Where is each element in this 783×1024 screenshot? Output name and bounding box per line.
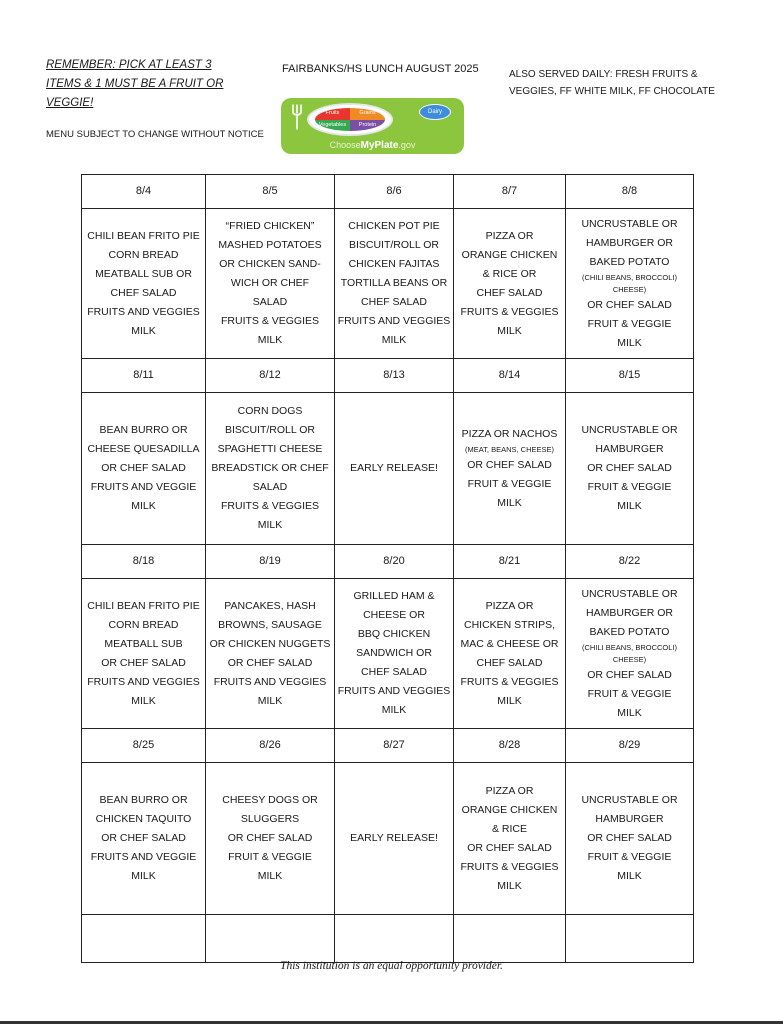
menu-item: FRUIT & VEGGIE [587, 317, 672, 330]
menu-item: MILK [497, 694, 522, 707]
day-menu-cell [335, 763, 454, 915]
date-row [82, 545, 694, 579]
reminder-note: REMEMBER: PICK AT LEAST 3 ITEMS & 1 MUST BE A FRUIT OR VEGGIE! [46, 59, 224, 109]
also-served-note: ALSO SERVED DAILY: FRESH FRUITS & VEGGIES, FF WHITE MILK, FF CHOCOLATE [509, 69, 715, 97]
date-cell: 8/28 [454, 729, 566, 763]
fork-icon [291, 104, 303, 130]
menu-item: MILK [617, 336, 642, 349]
menu-item: MILK [257, 694, 283, 707]
day-menu-cell [454, 209, 566, 359]
menu-item: MEATBALL SUB [104, 637, 183, 650]
menu-item: MILK [497, 324, 522, 337]
menu-item: FRUIT & VEGGIE [228, 851, 312, 863]
date-cell: 8/11 [82, 359, 206, 393]
equal-opportunity-footer: This institution is an equal opportunity provider. [280, 960, 503, 972]
blank-cell [566, 915, 694, 963]
menu-item: CORN BREAD [108, 248, 179, 261]
plate-protein: Protein [350, 120, 385, 132]
menu-item: BBQ CHICKEN [357, 628, 431, 640]
menu-item: CHICKEN POT PIE [348, 220, 440, 232]
menu-item: OR CHICKEN NUGGETS [209, 637, 331, 650]
menu-item: FRUIT & VEGGIE [587, 851, 672, 863]
menu-item: CHICKEN TAQUITO [95, 813, 192, 825]
menu-item: FRUITS AND VEGGIES [87, 675, 200, 688]
day-menu-cell [82, 763, 206, 915]
menu-change-notice: MENU SUBJECT TO CHANGE WITHOUT NOTICE [46, 129, 264, 140]
menu-item: CORN DOGS [237, 405, 303, 417]
menu-item: ORANGE CHICKEN [461, 248, 558, 261]
dairy-cup-icon: Dairy [419, 104, 451, 120]
date-cell: 8/12 [206, 359, 335, 393]
menu-item: SANDWICH OR [356, 647, 432, 659]
date-row [82, 359, 694, 393]
menu-item: UNCRUSTABLE OR [581, 587, 678, 600]
menu-item: BREADSTICK OR CHEF [211, 462, 329, 474]
menu-item: EARLY RELEASE! [350, 832, 438, 844]
myplate-logo [281, 98, 464, 154]
menu-item: GRILLED HAM & [353, 590, 435, 602]
page-title: FAIRBANKS/HS LUNCH AUGUST 2025 [282, 63, 479, 75]
menu-item: FRUIT & VEGGIE [467, 477, 552, 490]
menu-item: FRUIT & VEGGIE [587, 687, 672, 700]
day-menu-cell [566, 209, 694, 359]
menu-item: OR CHEF SALAD [101, 462, 186, 474]
plate-vegetables: Vegetables [315, 120, 350, 132]
menu-item: (MEAT, BEANS, CHEESE) [464, 444, 555, 454]
day-menu-cell [566, 763, 694, 915]
plate-fruits: Fruits [315, 108, 350, 120]
lunch-menu-table [81, 174, 694, 963]
menu-item: CHEESE) [612, 284, 647, 294]
menu-item: FRUITS AND VEGGIE [90, 851, 197, 863]
menu-item: MILK [257, 519, 283, 531]
menu-item: MAC & CHEESE OR [460, 637, 559, 650]
menu-item: HAMBURGER OR [586, 606, 673, 619]
gov-word: .gov [398, 140, 416, 150]
menu-row [82, 579, 694, 729]
blank-cell [206, 915, 335, 963]
menu-item: WICH OR CHEF [230, 277, 310, 289]
menu-item: BROWNS, SAUSAGE [218, 618, 322, 631]
day-menu-cell [82, 393, 206, 545]
menu-item: & RICE [491, 822, 527, 835]
menu-item: ORANGE CHICKEN [461, 803, 558, 816]
menu-item: MEATBALL SUB OR [95, 267, 192, 280]
day-menu-cell [206, 209, 335, 359]
menu-item: CHICKEN FAJITAS [348, 258, 440, 270]
myplate-word: MyPlate [360, 140, 399, 151]
menu-item: OR CHEF SALAD [587, 668, 672, 681]
plate-grains: Grains [350, 108, 385, 120]
menu-item: FRUITS & VEGGIES [220, 315, 320, 327]
blank-row [82, 915, 694, 963]
menu-item: MILK [617, 706, 642, 719]
menu-item: OR CHEF SALAD [467, 458, 552, 471]
menu-item: MILK [257, 334, 283, 346]
menu-item: OR CHEF SALAD [101, 832, 186, 844]
menu-item: HAMBURGER [595, 443, 664, 455]
menu-item: FRUITS AND VEGGIES [87, 305, 200, 318]
menu-item: MILK [131, 500, 156, 512]
menu-item: FRUITS & VEGGIES [460, 675, 559, 688]
menu-item: PIZZA OR NACHOS [461, 427, 558, 440]
menu-item: CHEF SALAD [361, 296, 427, 308]
menu-item: OR CHICKEN SAND- [219, 258, 321, 270]
menu-item: BISCUIT/ROLL OR [224, 424, 316, 436]
date-cell: 8/8 [566, 175, 694, 209]
day-menu-cell [454, 579, 566, 729]
menu-item: CHICKEN STRIPS, [463, 618, 555, 631]
menu-item: MILK [497, 496, 522, 509]
menu-item: CHEF SALAD [110, 286, 177, 299]
menu-item: (CHILI BEANS, BROCCOLI) [581, 272, 678, 282]
menu-item: PIZZA OR [485, 229, 534, 242]
menu-item: TORTILLA BEANS OR [340, 277, 448, 289]
menu-item: SALAD [252, 296, 288, 308]
date-cell: 8/29 [566, 729, 694, 763]
day-menu-cell [335, 579, 454, 729]
menu-item: HAMBURGER OR [586, 236, 673, 249]
menu-item: MILK [617, 870, 642, 882]
blank-cell [82, 915, 206, 963]
menu-item: CHEESE) [612, 654, 647, 664]
menu-item: BAKED POTATO [589, 625, 670, 638]
date-cell: 8/6 [335, 175, 454, 209]
blank-cell [335, 915, 454, 963]
menu-item: CHEF SALAD [361, 666, 427, 678]
menu-row [82, 393, 694, 545]
menu-item: OR CHEF SALAD [227, 656, 313, 669]
menu-item: PANCAKES, HASH [224, 599, 316, 612]
menu-item: OR CHEF SALAD [587, 832, 672, 844]
menu-item: MILK [257, 870, 283, 882]
menu-item: PIZZA OR [485, 784, 534, 797]
menu-item: SLUGGERS [240, 813, 300, 825]
menu-item: FRUITS AND VEGGIES [337, 315, 451, 327]
menu-item: BEAN BURRO OR [99, 794, 188, 806]
menu-item: BEAN BURRO OR [99, 424, 188, 436]
menu-item: FRUITS & VEGGIES [460, 860, 559, 873]
date-cell: 8/25 [82, 729, 206, 763]
menu-item: MILK [131, 324, 156, 337]
date-cell: 8/18 [82, 545, 206, 579]
menu-item: BAKED POTATO [589, 255, 670, 268]
menu-item: FRUITS AND VEGGIE [90, 481, 197, 493]
day-menu-cell [335, 209, 454, 359]
menu-item: MILK [131, 694, 156, 707]
menu-item: FRUITS AND VEGGIES [337, 685, 451, 697]
menu-item: UNCRUSTABLE OR [581, 794, 678, 806]
date-cell: 8/20 [335, 545, 454, 579]
menu-item: & RICE OR [482, 267, 537, 280]
menu-item: MILK [381, 704, 407, 716]
menu-row [82, 209, 694, 359]
menu-item: OR CHEF SALAD [587, 298, 672, 311]
day-menu-cell [206, 763, 335, 915]
menu-item: FRUIT & VEGGIE [587, 481, 672, 493]
date-cell: 8/7 [454, 175, 566, 209]
date-cell: 8/13 [335, 359, 454, 393]
day-menu-cell [454, 763, 566, 915]
date-cell: 8/26 [206, 729, 335, 763]
menu-item: BISCUIT/ROLL OR [348, 239, 440, 251]
choose-myplate-text [281, 140, 464, 151]
date-cell: 8/19 [206, 545, 335, 579]
menu-item: CHILI BEAN FRITO PIE [87, 229, 200, 242]
day-menu-cell [454, 393, 566, 545]
menu-row [82, 763, 694, 915]
menu-item: UNCRUSTABLE OR [581, 424, 678, 436]
menu-item: CORN BREAD [108, 618, 179, 631]
menu-item: SALAD [252, 481, 288, 493]
menu-item: HAMBURGER [595, 813, 664, 825]
day-menu-cell [335, 393, 454, 545]
menu-item: CHEESY DOGS OR [222, 794, 318, 806]
day-menu-cell [566, 579, 694, 729]
menu-item: MILK [381, 334, 407, 346]
date-row [82, 175, 694, 209]
menu-item: OR CHEF SALAD [587, 462, 672, 474]
date-cell: 8/4 [82, 175, 206, 209]
plate-icon [307, 103, 393, 136]
menu-item: OR CHEF SALAD [101, 656, 186, 669]
menu-item: CHEF SALAD [476, 286, 543, 299]
day-menu-cell [206, 579, 335, 729]
menu-item: CHEESE QUESADILLA [87, 443, 200, 455]
date-cell: 8/27 [335, 729, 454, 763]
date-cell: 8/21 [454, 545, 566, 579]
menu-item: MILK [617, 500, 642, 512]
menu-item: CHEESE OR [363, 609, 425, 621]
menu-item: MILK [131, 870, 156, 882]
date-cell: 8/14 [454, 359, 566, 393]
menu-item: CHEF SALAD [476, 656, 543, 669]
date-row [82, 729, 694, 763]
day-menu-cell [82, 579, 206, 729]
day-menu-cell [566, 393, 694, 545]
menu-item: FRUITS & VEGGIES [460, 305, 559, 318]
blank-cell [454, 915, 566, 963]
menu-item: (CHILI BEANS, BROCCOLI) [581, 642, 678, 652]
menu-item: SPAGHETTI CHEESE [217, 443, 323, 455]
menu-item: PIZZA OR [485, 599, 534, 612]
menu-item: OR CHEF SALAD [227, 832, 313, 844]
menu-item: FRUITS AND VEGGIES [213, 675, 327, 688]
menu-item: MASHED POTATOES [218, 239, 322, 251]
choose-word: Choose [329, 140, 361, 150]
menu-item: EARLY RELEASE! [350, 462, 438, 474]
menu-item: “FRIED CHICKEN” [225, 220, 315, 232]
menu-item: MILK [497, 879, 522, 892]
date-cell: 8/15 [566, 359, 694, 393]
date-cell: 8/5 [206, 175, 335, 209]
menu-item: FRUITS & VEGGIES [220, 500, 320, 512]
menu-item: OR CHEF SALAD [467, 841, 552, 854]
menu-item: CHILI BEAN FRITO PIE [87, 599, 200, 612]
day-menu-cell [206, 393, 335, 545]
menu-item: UNCRUSTABLE OR [581, 217, 678, 230]
day-menu-cell [82, 209, 206, 359]
date-cell: 8/22 [566, 545, 694, 579]
